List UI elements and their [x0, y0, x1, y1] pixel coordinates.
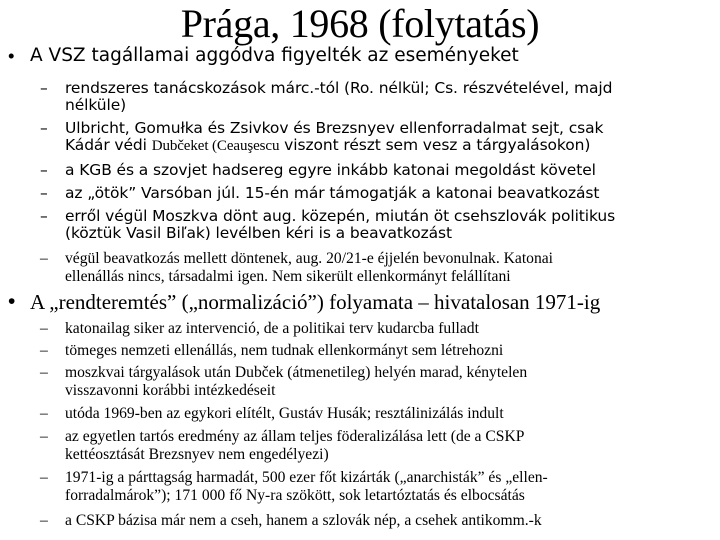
dash: – — [40, 184, 48, 202]
sub-item-text-part: Kádár védi — [65, 136, 152, 154]
dash: – — [40, 469, 48, 486]
dash: – — [40, 207, 48, 225]
bullet-1-text: A VSZ tagállamai aggódva figyelték az eseményeket — [30, 45, 519, 66]
sub-item-line: kettéosztását Brezsnyev nem engedélyezi) — [65, 445, 329, 463]
slide-title: Prága, 1968 (folytatás) — [180, 1, 540, 46]
sub-item-line: ellenállás nincs, társadalmi igen. Nem sikerült ellenkormányt felállítani — [65, 267, 511, 285]
sub-item-line: (köztük Vasil Biľak) levélben kéri is a beavatkozást — [65, 224, 453, 242]
sub-item-line: Ulbricht, Gomułka és Zsivkov és Brezsnyev ellenforradalmat sejt, csak — [65, 119, 604, 137]
sub-item-line: katonailag siker az intervenció, de a politikai terv kudarcba fulladt — [65, 320, 479, 337]
sub-item-text-part: viszont részt sem vesz a tárgyalásokon) — [279, 136, 591, 154]
sub-item-line: tömeges nemzeti ellenállás, nem tudnak ellenkormányt sem létrehozni — [65, 342, 504, 359]
sub-item-line: az „ötök” Varsóban júl. 15-én már támogatják a katonai beavatkozást — [65, 184, 600, 202]
sub-item-text-part-serif: Dubčeket (Ceauşescu — [151, 138, 280, 154]
dash: – — [40, 250, 48, 267]
dash: – — [40, 119, 48, 137]
sub-item-line: moszkvai tárgyalások után Dubček (átmenetileg) helyén marad, kénytelen — [65, 364, 528, 381]
sub-item-line: nélküle) — [65, 96, 127, 114]
dash: – — [40, 79, 48, 97]
sub-item-line: a CSKP bázisa már nem a cseh, hanem a szlovák nép, a csehek antikomm.-k — [65, 512, 542, 529]
sub-item-line: az egyetlen tartós eredmény az állam teljes föderalizálása lett (de a CSKP — [65, 428, 525, 445]
dash: – — [40, 342, 48, 359]
sub-item-line: végül beavatkozás mellett döntenek, aug. 20/21-e éjjelén bevonulnak. Katonai — [65, 250, 554, 267]
dash: – — [40, 428, 48, 445]
sub-item-line: erről végül Moszkva dönt aug. közepén, miután öt csehszlovák politikus — [65, 207, 616, 225]
bullet-dot: • — [8, 45, 15, 66]
sub-item-line: rendszeres tanácskozások márc.-tól (Ro. nélkül; Cs. részvételével, majd — [65, 79, 613, 97]
sub-item-line: 1971-ig a párttagság harmadát, 500 ezer főt kizárták („anarchisták” és „ellen- — [65, 469, 548, 486]
sub-item-line-mixed — [65, 137, 603, 155]
bullet-2-text: A „rendteremtés” („normalizáció”) folyamata – hivatalosan 1971-ig — [30, 290, 601, 314]
dash: – — [40, 320, 48, 337]
sub-item-line: utóda 1969-ben az egykori elítélt, Gustáv Husák; resztálinizálás indult — [65, 405, 504, 422]
sub-item-line: forradalmárok”); 171 000 fő Ny-ra szökött, sok letartóztatás és elbocsátás — [65, 486, 525, 504]
dash: – — [40, 405, 48, 422]
sub-item-line: visszavonni korábbi intézkedéseit — [65, 381, 276, 399]
dash: – — [40, 512, 48, 529]
bullet-dot: • — [8, 290, 16, 313]
sub-item-line: a KGB és a szovjet hadsereg egyre inkább katonai megoldást követel — [65, 161, 596, 179]
dash: – — [40, 364, 48, 381]
dash: – — [40, 161, 48, 179]
